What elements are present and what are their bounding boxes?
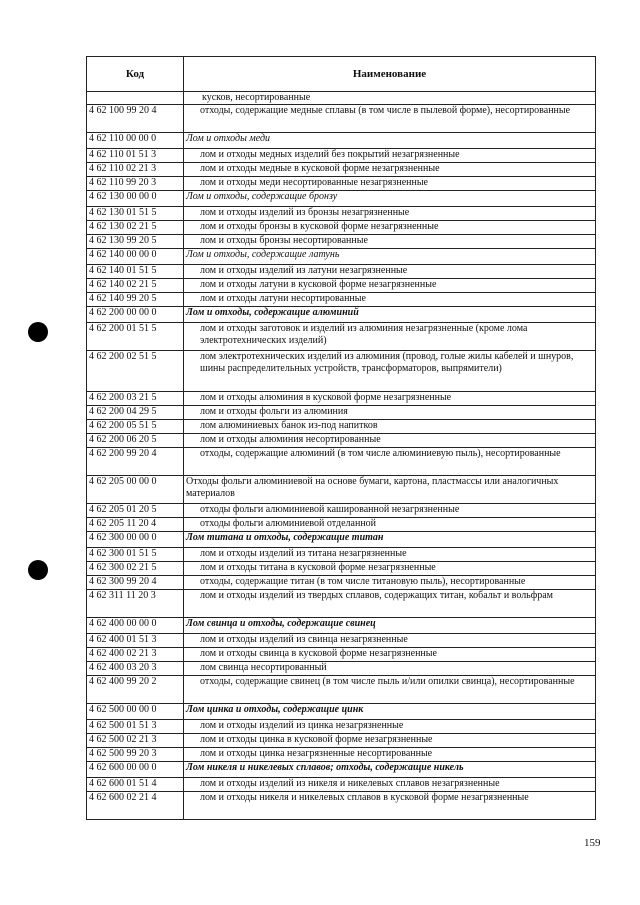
table-row [87, 778, 595, 792]
table-row [87, 634, 595, 648]
row-code: 4 62 300 99 20 4 [87, 576, 184, 589]
row-code: 4 62 200 03 21 5 [87, 392, 184, 405]
row-name: Лом титана и отходы, содержащие титан [186, 532, 384, 543]
table-row [87, 734, 595, 748]
punch-hole-bottom [28, 560, 48, 580]
row-code: 4 62 110 00 00 0 [87, 133, 184, 148]
row-name: лом свинца несортированный [200, 662, 327, 673]
table-row [87, 265, 595, 279]
row-name: Лом и отходы, содержащие бронзу [186, 191, 338, 202]
table-group-row [87, 762, 595, 778]
row-name: лом и отходы никеля и никелевых сплавов в кусковой форме незагрязненные [200, 792, 529, 803]
row-name: лом и отходы титана в кусковой форме незагрязненные [200, 562, 436, 573]
table-row [87, 207, 595, 221]
row-name: лом и отходы медные в кусковой форме незагрязненные [200, 163, 440, 174]
row-name: Лом и отходы меди [186, 133, 271, 144]
table-row [87, 518, 595, 532]
row-code: 4 62 200 06 20 5 [87, 434, 184, 447]
table-row [87, 662, 595, 676]
table-row [87, 293, 595, 307]
row-code: 4 62 130 01 51 5 [87, 207, 184, 220]
table-group-row [87, 704, 595, 720]
row-name: лом электротехнических изделий из алюминия (провод, голые жилы кабелей и шнуров, шины распределительных устройств, трансформаторов, выпрямители) [200, 351, 574, 374]
row-name: лом и отходы бронзы несортированные [200, 235, 368, 246]
table-row [87, 279, 595, 293]
row-name: лом и отходы цинка незагрязненные несортированные [200, 748, 433, 759]
row-code: 4 62 400 00 00 0 [87, 618, 184, 633]
row-name: кусков, несортированные [202, 92, 311, 103]
row-name: отходы, содержащие алюминий (в том числе алюминиевую пыль), несортированные [200, 448, 561, 459]
row-code: 4 62 400 02 21 3 [87, 648, 184, 661]
row-code: 4 62 300 02 21 5 [87, 562, 184, 575]
row-name: лом и отходы изделий из цинка незагрязненные [200, 720, 404, 731]
row-code: 4 62 500 02 21 3 [87, 734, 184, 747]
table-group-row [87, 191, 595, 207]
row-code: 4 62 600 00 00 0 [87, 762, 184, 777]
row-code: 4 62 205 11 20 4 [87, 518, 184, 531]
row-name: лом и отходы изделий из бронзы незагрязненные [200, 207, 410, 218]
row-name: лом и отходы бронзы в кусковой форме незагрязненные [200, 221, 439, 232]
table-row [87, 504, 595, 518]
row-name: отходы фольги алюминиевой отделанной [200, 518, 377, 529]
row-code: 4 62 600 01 51 4 [87, 778, 184, 791]
row-code: 4 62 130 00 00 0 [87, 191, 184, 206]
table-header [87, 57, 595, 92]
table-row [87, 177, 595, 191]
table-group-row [87, 618, 595, 634]
table-row [87, 448, 595, 476]
row-code: 4 62 100 99 20 4 [87, 105, 184, 132]
row-code: 4 62 110 99 20 3 [87, 177, 184, 190]
row-name: Лом цинка и отходы, содержащие цинк [186, 704, 364, 715]
table-row [87, 149, 595, 163]
row-code: 4 62 200 99 20 4 [87, 448, 184, 475]
row-code: 4 62 400 99 20 2 [87, 676, 184, 703]
row-code: 4 62 200 01 51 5 [87, 323, 184, 350]
code-column-header: Код [87, 57, 184, 91]
row-code: 4 62 130 99 20 5 [87, 235, 184, 248]
table-row [87, 562, 595, 576]
table-row [87, 105, 595, 133]
table-row [87, 351, 595, 392]
table-group-row [87, 532, 595, 548]
row-code: 4 62 110 01 51 3 [87, 149, 184, 162]
table-row [87, 648, 595, 662]
row-code: 4 62 140 00 00 0 [87, 249, 184, 264]
table-group-row [87, 249, 595, 265]
row-name: Отходы фольги алюминиевой на основе бумаги, картона, пластмассы или аналогичных материалов [186, 476, 559, 499]
row-name: лом и отходы алюминия несортированные [200, 434, 381, 445]
row-name: лом и отходы фольги из алюминия [200, 406, 348, 417]
row-code: 4 62 300 00 00 0 [87, 532, 184, 547]
table-row [87, 392, 595, 406]
row-code: 4 62 140 99 20 5 [87, 293, 184, 306]
table-row [87, 92, 595, 105]
row-code: 4 62 311 11 20 3 [87, 590, 184, 617]
table-row [87, 323, 595, 351]
table-group-row [87, 476, 595, 504]
row-name: лом и отходы свинца в кусковой форме незагрязненные [200, 648, 437, 659]
row-code: 4 62 500 01 51 3 [87, 720, 184, 733]
row-code: 4 62 300 01 51 5 [87, 548, 184, 561]
row-name: лом и отходы изделий из латуни незагрязненные [200, 265, 408, 276]
table-row [87, 720, 595, 734]
row-name: лом и отходы меди несортированные незагрязненные [200, 177, 428, 188]
table-body [87, 92, 595, 820]
row-code [87, 92, 184, 104]
page-number: 159 [584, 837, 601, 849]
table-row [87, 420, 595, 434]
row-code: 4 62 140 02 21 5 [87, 279, 184, 292]
row-name: лом и отходы медных изделий без покрытий незагрязненные [200, 149, 460, 160]
row-code: 4 62 140 01 51 5 [87, 265, 184, 278]
table-row [87, 548, 595, 562]
row-code: 4 62 200 04 29 5 [87, 406, 184, 419]
row-name: Лом никеля и никелевых сплавов; отходы, содержащие никель [186, 762, 464, 773]
table-row [87, 792, 595, 820]
row-code: 4 62 205 01 20 5 [87, 504, 184, 517]
table-row [87, 590, 595, 618]
table-row [87, 434, 595, 448]
row-name: лом и отходы латуни несортированные [200, 293, 366, 304]
table-row [87, 576, 595, 590]
row-code: 4 62 130 02 21 5 [87, 221, 184, 234]
row-name: лом и отходы алюминия в кусковой форме незагрязненные [200, 392, 452, 403]
row-name: лом и отходы изделий из твердых сплавов, содержащих титан, кобальт и вольфрам [200, 590, 553, 601]
row-name: лом и отходы изделий из никеля и никелевых сплавов незагрязненные [200, 778, 500, 789]
row-code: 4 62 400 03 20 3 [87, 662, 184, 675]
row-name: Лом свинца и отходы, содержащие свинец [186, 618, 376, 629]
row-code: 4 62 200 05 51 5 [87, 420, 184, 433]
row-name: лом и отходы цинка в кусковой форме незагрязненные [200, 734, 433, 745]
row-name: отходы фольги алюминиевой кашированной незагрязненные [200, 504, 460, 515]
table-row [87, 163, 595, 177]
row-code: 4 62 205 00 00 0 [87, 476, 184, 503]
waste-classifier-table [86, 56, 596, 820]
table-row [87, 235, 595, 249]
table-row [87, 748, 595, 762]
row-code: 4 62 110 02 21 3 [87, 163, 184, 176]
row-name: лом алюминиевых банок из-под напитков [200, 420, 378, 431]
table-group-row [87, 133, 595, 149]
row-name: Лом и отходы, содержащие алюминий [186, 307, 359, 318]
row-code: 4 62 600 02 21 4 [87, 792, 184, 819]
row-code: 4 62 200 00 00 0 [87, 307, 184, 322]
row-name: лом и отходы латуни в кусковой форме незагрязненные [200, 279, 437, 290]
row-code: 4 62 400 01 51 3 [87, 634, 184, 647]
table-group-row [87, 307, 595, 323]
punch-hole-top [28, 322, 48, 342]
row-name: лом и отходы изделий из свинца незагрязненные [200, 634, 408, 645]
row-name: лом и отходы заготовок и изделий из алюминия незагрязненные (кроме лома электротехнических изделий) [200, 323, 528, 346]
row-code: 4 62 200 02 51 5 [87, 351, 184, 391]
row-name: отходы, содержащие свинец (в том числе пыль и/или опилки свинца), несортированные [200, 676, 575, 687]
row-code: 4 62 500 00 00 0 [87, 704, 184, 719]
table-row [87, 406, 595, 420]
name-column-header: Наименование [352, 68, 427, 80]
row-name: лом и отходы изделий из титана незагрязненные [200, 548, 407, 559]
row-code: 4 62 500 99 20 3 [87, 748, 184, 761]
table-row [87, 676, 595, 704]
row-name: отходы, содержащие медные сплавы (в том числе в пылевой форме), несортированные [200, 105, 571, 116]
row-name: Лом и отходы, содержащие латунь [186, 249, 340, 260]
table-row [87, 221, 595, 235]
row-name: отходы, содержащие титан (в том числе титановую пыль), несортированные [200, 576, 526, 587]
